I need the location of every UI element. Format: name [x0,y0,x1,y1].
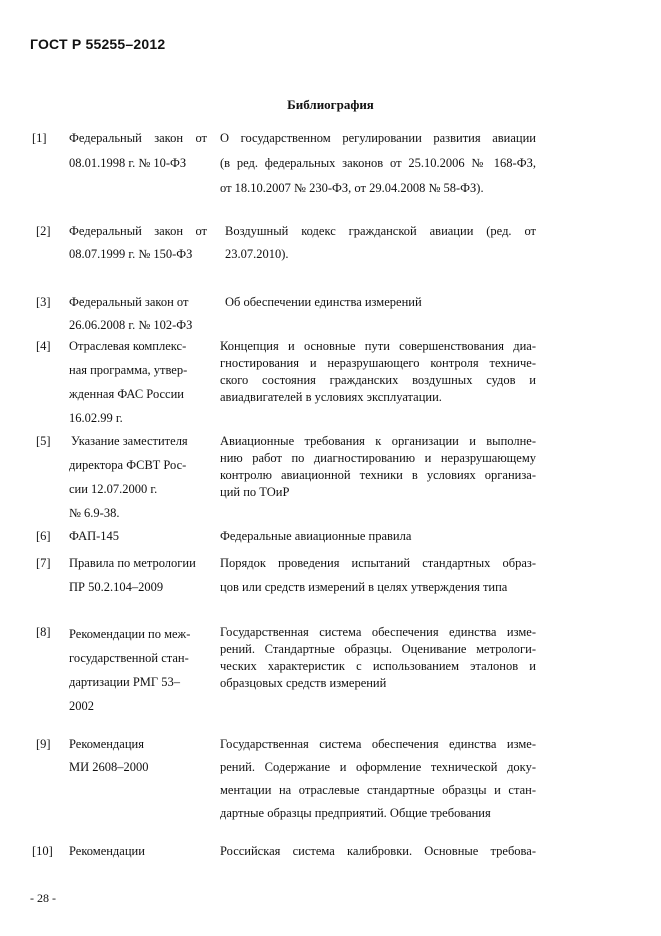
entry-number: [3] [36,295,51,309]
entry-description: Государственная система обеспечения единства изме- рений. Содержание и оформление технической доку- ментации на отраслевые стандартные образцы и стан- дартные образцы предприятий. Общие требования [220,737,536,820]
entry-number: [4] [36,339,51,353]
entry-source: Рекомендация МИ 2608–2000 [69,737,149,774]
entry-number: [8] [36,625,51,639]
entry-description: Концепция и основные пути совершенствования диа- гностирования и неразрушающего контроля техниче- ского состояния гражданских воздушных судов и авиадвигателей в условиях эксплуатации. [220,339,536,404]
entry-source: Отраслевая комплекс- ная программа, утвер- жденная ФАС России 16.02.99 г. [69,339,188,425]
bibliography-title: Библиография [287,97,374,112]
entry-description: Порядок проведения испытаний стандартных образ- цов или средств измерений в целях утверждения типа [220,556,536,594]
entry-number: [6] [36,529,51,543]
entry-description: Об обеспечении единства измерений [225,295,422,309]
document-code: ГОСТ Р 55255–2012 [30,36,166,52]
entry-description: Федеральные авиационные правила [220,529,412,543]
entry-description: Воздушный кодекс гражданской авиации (ред. от 23.07.2010). [225,224,536,261]
entry-description: О государственном регулировании развития авиации (в ред. федеральных законов от 25.10.2006 № 168-ФЗ, от 18.10.2007 № 230-ФЗ, от 29.04.2008 № 58-ФЗ). [220,131,536,195]
entry-description: Авиационные требования к организации и выполне- нию работ по диагностированию и неразрушающему контролю авиационной техники в условиях организа- ций по ТОиР [220,434,536,499]
entry-number: [10] [32,844,53,858]
entry-number: [2] [36,224,51,238]
entry-number: [7] [36,556,51,570]
entry-source: Рекомендации по меж- государственной стан- дартизации РМГ 53– 2002 [69,627,191,713]
entry-number: [9] [36,737,51,751]
entry-number: [1] [32,131,47,145]
entry-source: Федеральный закон от 08.07.1999 г. № 150-ФЗ [69,224,207,261]
page-number: - 28 - [30,891,56,905]
entry-source: Федеральный закон от 08.01.1998 г. № 10-ФЗ [69,131,207,170]
entry-source: Указание заместителя директора ФСВТ Рос- сии 12.07.2000 г. № 6.9-38. [69,434,188,520]
entry-source: Федеральный закон от 26.06.2008 г. № 102-ФЗ [69,295,193,332]
entry-number: [5] [36,434,51,448]
entry-description: Российская система калибровки. Основные требова- [220,844,536,858]
entry-source: ФАП-145 [69,529,120,543]
entry-source: Рекомендации [69,844,145,858]
entry-source: Правила по метрологии ПР 50.2.104–2009 [69,556,196,594]
entry-description: Государственная система обеспечения единства изме- рений. Стандартные образцы. Оценивание метрологи- ческих характеристик с использованием эталонов и образцовых средств измерений [220,625,536,690]
